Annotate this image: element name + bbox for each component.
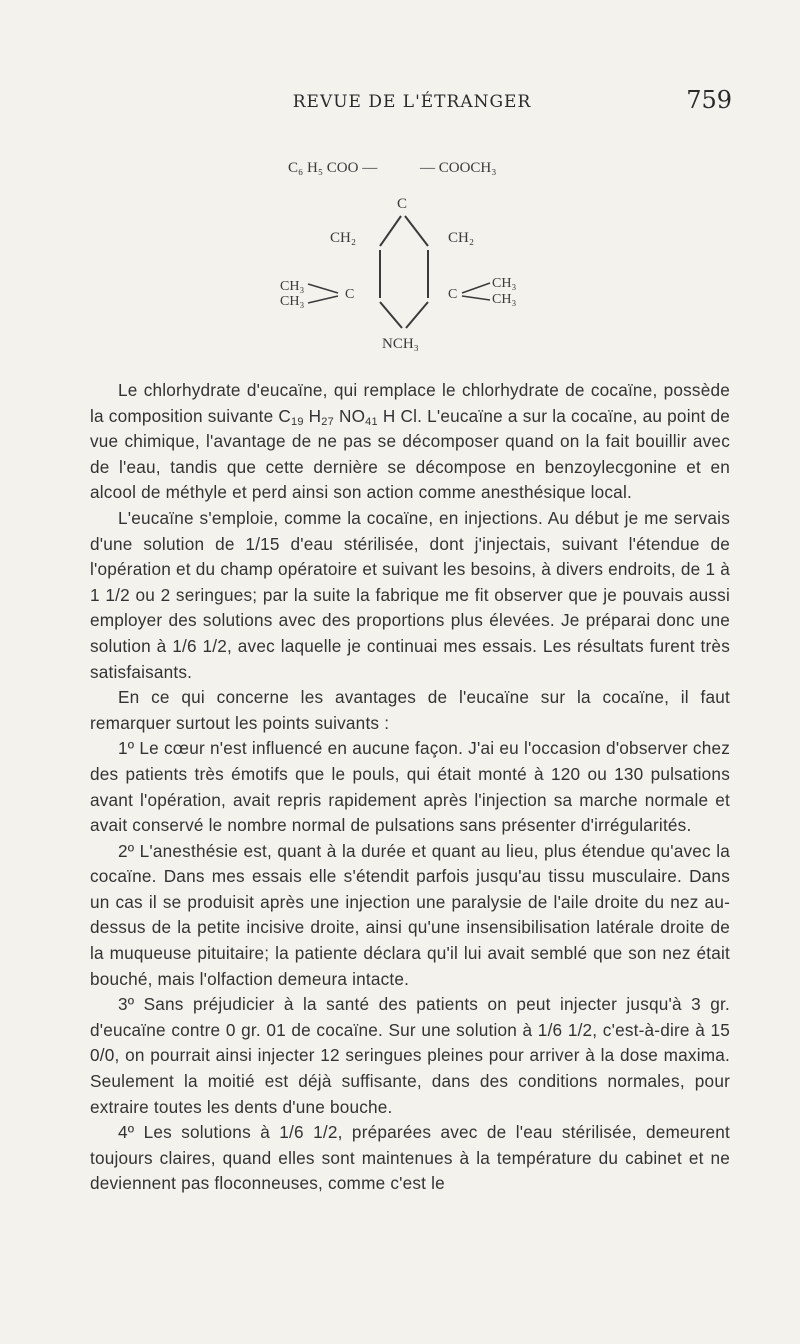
ring-left-ch2: CH₂ bbox=[330, 230, 357, 246]
ring-right-carbon: C bbox=[448, 287, 458, 302]
ring-bonds bbox=[380, 216, 428, 328]
chemical-structure-diagram bbox=[0, 0, 800, 360]
journal-title: REVUE DE L'ÉTRANGER bbox=[292, 92, 532, 112]
page-number: 759 bbox=[686, 86, 732, 114]
paragraph-advantages-intro: En ce qui concerne les avantages de l'eucaïne sur la cocaïne, il faut remarquer surtout les points suivants : bbox=[90, 687, 730, 733]
paragraph-composition: Le chlorhydrate d'eucaïne, qui remplace le chlorhydrate de cocaïne, possède la composition suivante $C_{19}$ $H_{27}$ $NO_{41}$ H Cl. L'eucaïne a sur la cocaïne, au point de vue chimique, l'avantage de ne pas se décomposer quand on la fait bouillir avec de l'eau, tandis que cette dernière se décompose en benzoylecgonine et en alcool de méthyle et perd ainsi son action comme anesthésique local. bbox=[90, 380, 730, 503]
article-body bbox=[90, 378, 730, 1197]
ring-left-carbon: C bbox=[345, 287, 355, 302]
paragraph-point-1: 1º Le cœur n'est influencé en aucune façon. J'ai eu l'occasion d'observer chez des patients très émotifs que le pouls, qui était monté à 120 ou 130 pulsations avant l'opération, avait repris rapidement après l'injection sa marche normale et avait conservé le nombre normal de pulsations sans présenter d'irrégularités. bbox=[90, 738, 730, 836]
right-methyl-a: CH₃ bbox=[492, 276, 517, 291]
formula-top-right: — COOCH₃ bbox=[420, 160, 497, 176]
left-methyl-b: CH₃ bbox=[280, 294, 305, 309]
paragraph-usage: L'eucaïne s'emploie, comme la cocaïne, en injections. Au début je me servais d'une solution de 1/15 d'eau stérilisée, dont j'injectais, suivant l'étendue de l'opération et du champ opératoire et suivant les besoins, à divers endroits, de 1 à 1 1/2 ou 2 seringues; par la suite la fabrique me fit observer que je pouvais aussi employer des solutions avec des proportions plus élevées. Je préparai donc une solution à 1/6 1/2, avec laquelle je continuai mes essais. Les résultats furent très satisfaisants. bbox=[90, 507, 730, 682]
paragraph-point-2: 2º L'anesthésie est, quant à la durée et quant au lieu, plus étendue qu'avec la cocaïne. Dans mes essais elle s'étendit parfois jusqu'au tissu musculaire. Dans un cas il se produisit après une injection une paralysie de l'aile droite du nez au-dessus de la petite incisive droite, ainsi qu'une insensibilisation latérale droite de la muqueuse pituitaire; la patiente déclara qu'il lui avait semblé que son nez était bouché, mais l'olfaction demeura intacte. bbox=[90, 840, 730, 989]
left-methyl-a: CH₃ bbox=[280, 279, 305, 294]
formula-top-left: C₆ H₅ COO — bbox=[288, 160, 378, 176]
paragraph-point-4: 4º Les solutions à 1/6 1/2, préparées avec de l'eau stérilisée, demeurent toujours claires, quand elles sont maintenues à la température du cabinet et ne deviennent pas floconneuses, comme c'est le bbox=[90, 1122, 730, 1194]
ring-nitrogen-methyl: NCH₃ bbox=[382, 336, 419, 352]
ring-top-carbon: C bbox=[397, 196, 408, 212]
methyl-bonds bbox=[308, 283, 490, 303]
ring-right-ch2: CH₂ bbox=[448, 230, 475, 246]
paragraph-point-3: 3º Sans préjudicier à la santé des patients on peut injecter jusqu'à 3 gr. d'eucaïne contre 0 gr. 01 de cocaïne. Sur une solution à 1/6 1/2, c'est-à-dire à 15 0/0, on pourrait ainsi injecter 12 seringues pleines pour arriver à la dose maxima. Seulement la moitié est déjà suffisante, dans des conditions normales, pour extraire toutes les dents d'une bouche. bbox=[90, 994, 730, 1117]
right-methyl-b: CH₃ bbox=[492, 292, 517, 307]
